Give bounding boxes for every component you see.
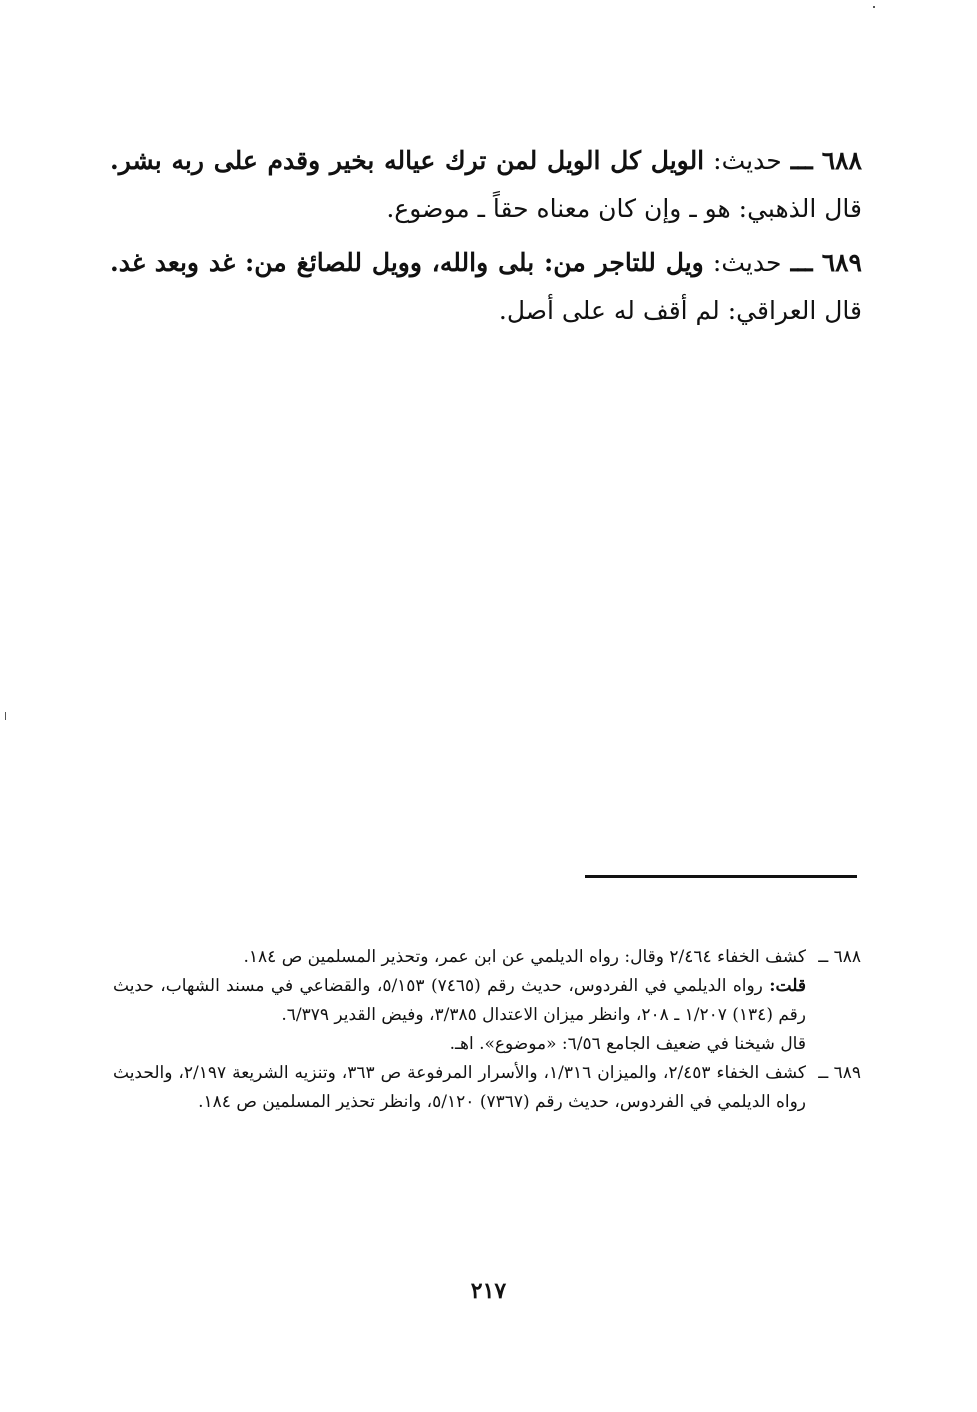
footnote-689-line-1: كشف الخفاء ٢/٤٥٣، والميزان ١/٣١٦، والأسرار المرفوعة ص ٣٦٣، وتنزيه الشريعة ٢/١٩٧، والحديث رواه الديلمي في الفردوس، حديث رقم (٧٣٦٧) ٥/١٢٠، وانظر تحذير المسلمين ص ١٨٤. [113,1063,806,1112]
entry-688-hadith: الويل كل الويل لمن ترك عياله بخير وقدم على ربه بشر. [110,146,705,175]
footnote-688-line-3: قال شيخنا في ضعيف الجامع ٦/٥٦: «موضوع». اهـ. [449,1034,806,1054]
footnote-688 [113,943,861,1059]
entry-689-dash: ـــ [790,248,813,277]
footnote-688-qult: قلت: [769,976,806,996]
entry-688 [110,137,862,233]
entry-688-number: ٦٨٨ [821,146,862,175]
scan-speck [873,6,875,8]
entry-689 [110,239,862,335]
entry-688-label: حديث: [713,146,782,175]
entry-689-number: ٦٨٩ [821,248,862,277]
footnotes-block [113,943,861,1117]
entry-689-hadith: ويل للتاجر من: بلى والله، وويل للصائغ من: غد وبعد غد. [110,248,704,277]
footnote-688-line-2 [113,972,806,1030]
scan-speck [5,712,6,720]
entry-689-label: حديث: [712,248,782,277]
page-number: ٢١٧ [470,1278,507,1304]
footnote-689-number: ٦٨٩ ــ [818,1063,861,1083]
footnote-separator [585,875,857,878]
main-text-block [110,137,862,341]
footnote-688-line-2-text: رواه الديلمي في الفردوس، حديث رقم (٧٤٦٥) ٥/١٥٣، والقضاعي في مسند الشهاب، حديث رقم (١٣٤) ١/٢٠٧ ـ ٢٠٨، وانظر ميزان الاعتدال ٣/٣٨٥، وفيض القدير ٦/٣٧٩. [113,976,806,1025]
footnote-688-number: ٦٨٨ ــ [818,947,861,967]
entry-689-comment: قال العراقي: لم أقف له على أصل. [498,296,862,325]
entry-688-comment: قال الذهبي: هو ـ وإن كان معناه حقاً ـ موضوع. [386,194,862,223]
footnote-689 [113,1059,861,1117]
footnote-688-line-1: كشف الخفاء ٢/٤٦٤ وقال: رواه الديلمي عن ابن عمر، وتحذير المسلمين ص ١٨٤. [243,947,806,967]
entry-688-dash: ـــ [790,146,813,175]
